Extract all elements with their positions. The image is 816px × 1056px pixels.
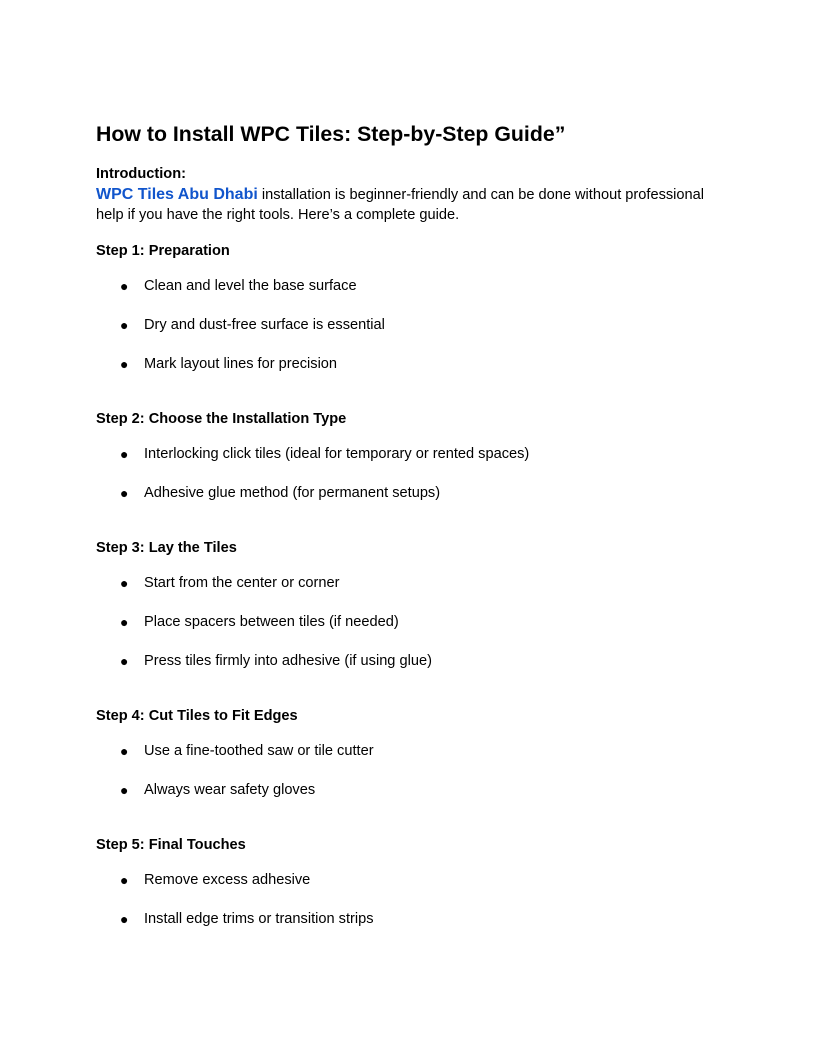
bullet-icon: ● bbox=[120, 356, 129, 372]
bullet-icon: ● bbox=[120, 911, 129, 927]
bullet-icon: ● bbox=[120, 575, 129, 591]
bullet-icon: ● bbox=[120, 743, 129, 759]
bullet-icon: ● bbox=[120, 485, 129, 501]
step-1-heading: Step 1: Preparation bbox=[96, 243, 230, 259]
bullet-icon: ● bbox=[120, 614, 129, 630]
intro-paragraph bbox=[96, 185, 720, 225]
intro-link[interactable]: WPC Tiles Abu Dhabi bbox=[96, 186, 258, 203]
list-item-text: Clean and level the base surface bbox=[144, 278, 357, 294]
list-item-text: Press tiles firmly into adhesive (if using glue) bbox=[144, 653, 432, 669]
bullet-icon: ● bbox=[120, 278, 129, 294]
list-item-text: Interlocking click tiles (ideal for temporary or rented spaces) bbox=[144, 446, 530, 462]
list-item-text: Always wear safety gloves bbox=[144, 782, 316, 798]
bullet-icon: ● bbox=[120, 317, 129, 333]
step-3-heading: Step 3: Lay the Tiles bbox=[96, 540, 237, 556]
bullet-icon: ● bbox=[120, 653, 129, 669]
step-5-heading: Step 5: Final Touches bbox=[96, 837, 246, 853]
intro-body: installation is beginner-friendly and can be done without professional help if you have the right tools. Here’s a complete guide. bbox=[96, 187, 704, 223]
list-item-text: Start from the center or corner bbox=[144, 575, 340, 591]
step-4-heading: Step 4: Cut Tiles to Fit Edges bbox=[96, 708, 298, 724]
document-title: How to Install WPC Tiles: Step-by-Step Guide” bbox=[96, 122, 566, 146]
bullet-icon: ● bbox=[120, 446, 129, 462]
list-item-text: Adhesive glue method (for permanent setups) bbox=[144, 485, 441, 501]
list-item-text: Remove excess adhesive bbox=[144, 872, 311, 888]
list-item-text: Place spacers between tiles (if needed) bbox=[144, 614, 399, 630]
list-item-text: Mark layout lines for precision bbox=[144, 356, 338, 372]
intro-label: Introduction: bbox=[96, 166, 186, 182]
list-item-text: Dry and dust-free surface is essential bbox=[144, 317, 385, 333]
list-item-text: Use a fine-toothed saw or tile cutter bbox=[144, 743, 374, 759]
step-2-heading: Step 2: Choose the Installation Type bbox=[96, 411, 347, 427]
list-item-text: Install edge trims or transition strips bbox=[144, 911, 374, 927]
bullet-icon: ● bbox=[120, 782, 129, 798]
bullet-icon: ● bbox=[120, 872, 129, 888]
